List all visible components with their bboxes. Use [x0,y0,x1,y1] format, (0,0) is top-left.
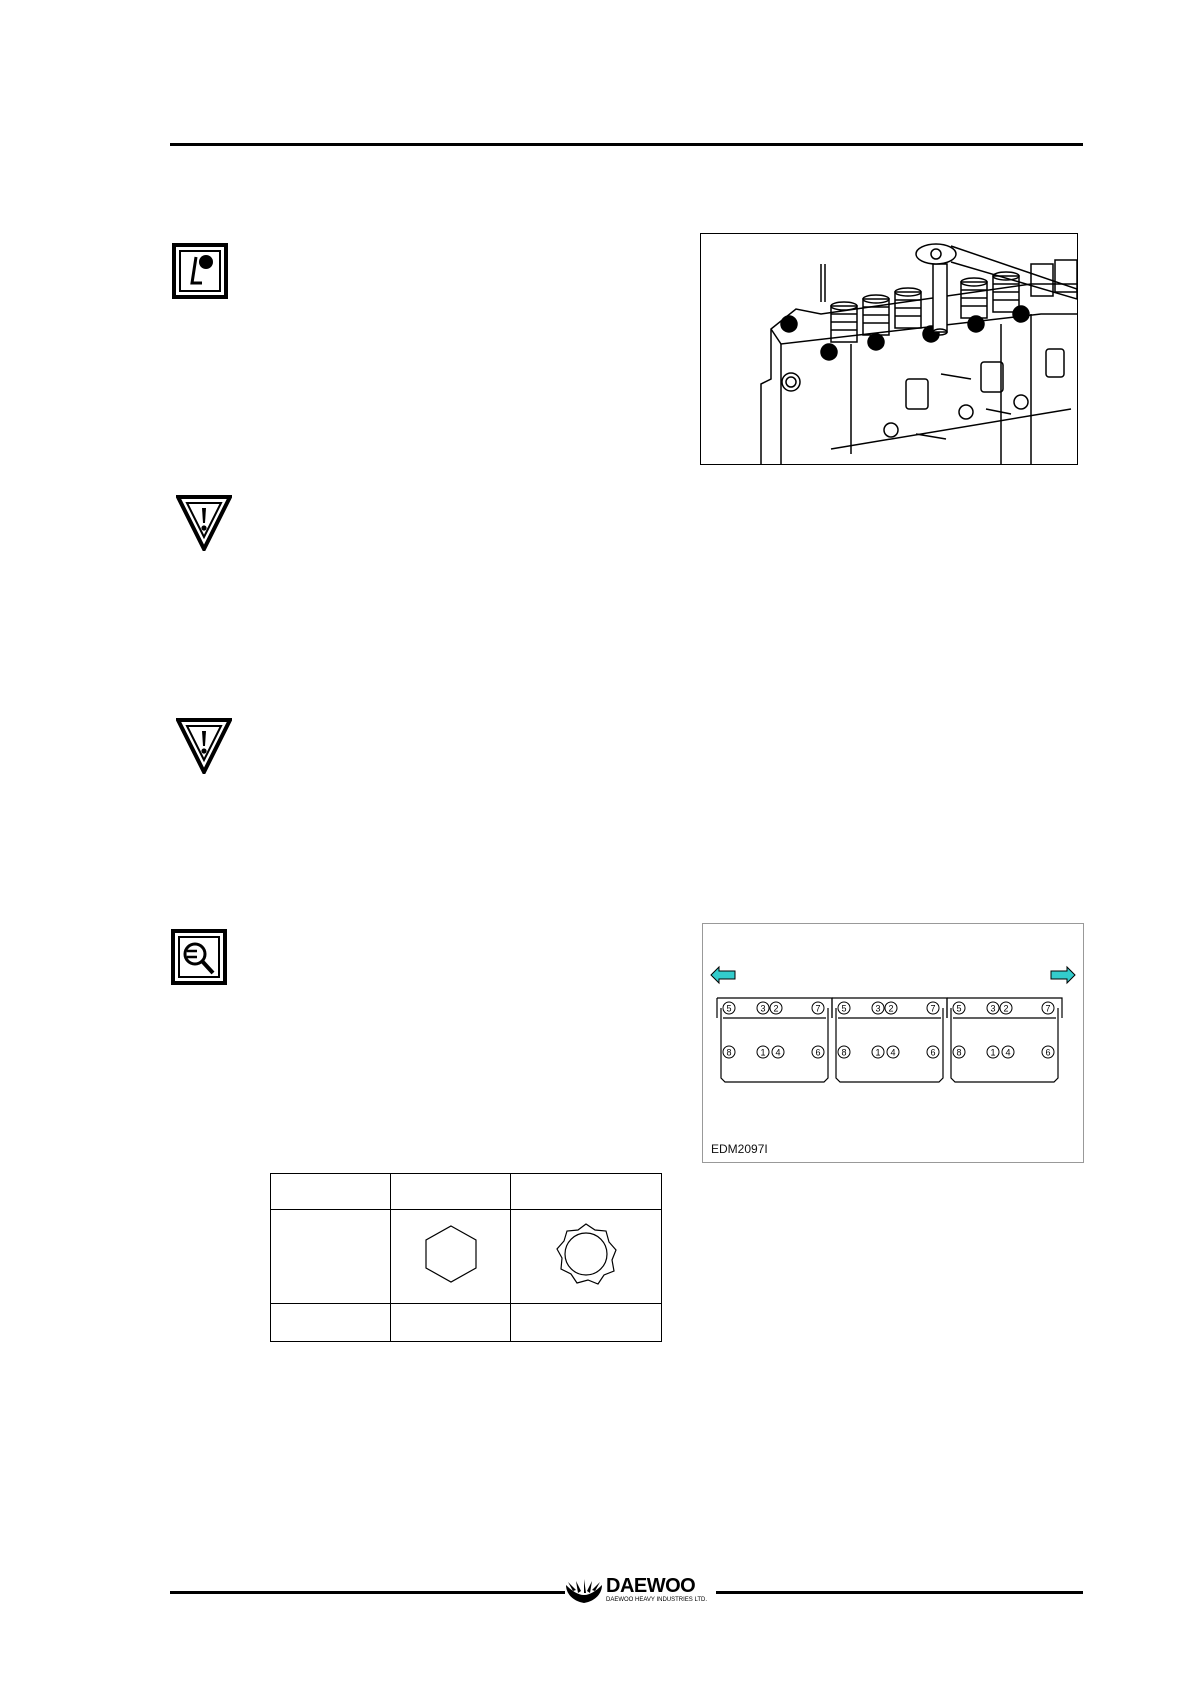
bolt-sequence-number: 8 [956,1047,962,1058]
bolt-sequence-number: 6 [1045,1047,1051,1058]
front-arrow-icon [711,967,735,983]
table-cell [271,1174,391,1210]
bolt-sequence-number: 5 [726,1003,732,1014]
bolt-sequence-number: 8 [726,1047,732,1058]
bolt-sequence-number: 3 [760,1003,766,1014]
bolt-sequence-number: 7 [1045,1003,1051,1014]
twelve-point-icon [554,1222,618,1286]
bolt-sequence-number: 3 [990,1003,996,1014]
bolt-sequence-number: 4 [775,1047,781,1058]
figure-caption: EDM2097I [711,1142,768,1156]
head-bolt-sequence [703,924,1083,1162]
bolt-sequence-number: 7 [930,1003,936,1014]
bolt-sequence-number: 4 [1005,1047,1011,1058]
table-cell [271,1210,391,1304]
daewoo-logo [564,1573,716,1609]
bolt-sequence-number: 2 [888,1003,894,1014]
table-row [271,1304,662,1342]
bolt-sequence-number: 5 [841,1003,847,1014]
table-cell [511,1174,662,1210]
bolt-sequence-number: 8 [841,1047,847,1058]
hexagon-icon [421,1224,481,1284]
table-cell [391,1210,511,1304]
bolt-head-table [270,1173,662,1342]
header-rule [170,143,1083,146]
table-cell [391,1304,511,1342]
tool-icon [172,243,228,299]
bolt-sequence-number: 2 [773,1003,779,1014]
rear-arrow-icon [1051,967,1075,983]
cylinder-head-outline [717,998,832,1082]
bolt-sequence-number: 4 [890,1047,896,1058]
cylinder-head-illustration [700,233,1078,465]
bolt-sequence-number: 2 [1003,1003,1009,1014]
table-cell [271,1304,391,1342]
inspection-icon [171,929,227,985]
table-cell [391,1174,511,1210]
bolt-sequence-number: 7 [815,1003,821,1014]
warning-icon [176,493,232,551]
tightening-sequence-diagram [702,923,1084,1163]
table-cell [511,1210,662,1304]
bolt-sequence-number: 1 [760,1047,766,1058]
logo-brand: DAEWOO [606,1575,696,1597]
table-cell [511,1304,662,1342]
warning-icon [176,716,232,774]
bolt-sequence-number: 1 [990,1047,996,1058]
cylinder-head-outline [947,998,1062,1082]
bolt-sequence-number: 3 [875,1003,881,1014]
bolt-sequence-number: 1 [875,1047,881,1058]
footer-rule-left [170,1591,565,1594]
daewoo-emblem-icon [564,1577,604,1605]
bolt-sequence-number: 6 [815,1047,821,1058]
footer-rule-right [716,1591,1083,1594]
table-row [271,1174,662,1210]
bolt-sequence-number: 6 [930,1047,936,1058]
logo-subtitle: DAEWOO HEAVY INDUSTRIES LTD. [606,1597,708,1603]
bolt-sequence-number: 5 [956,1003,962,1014]
table-row [271,1210,662,1304]
cylinder-head-outline [832,998,947,1082]
